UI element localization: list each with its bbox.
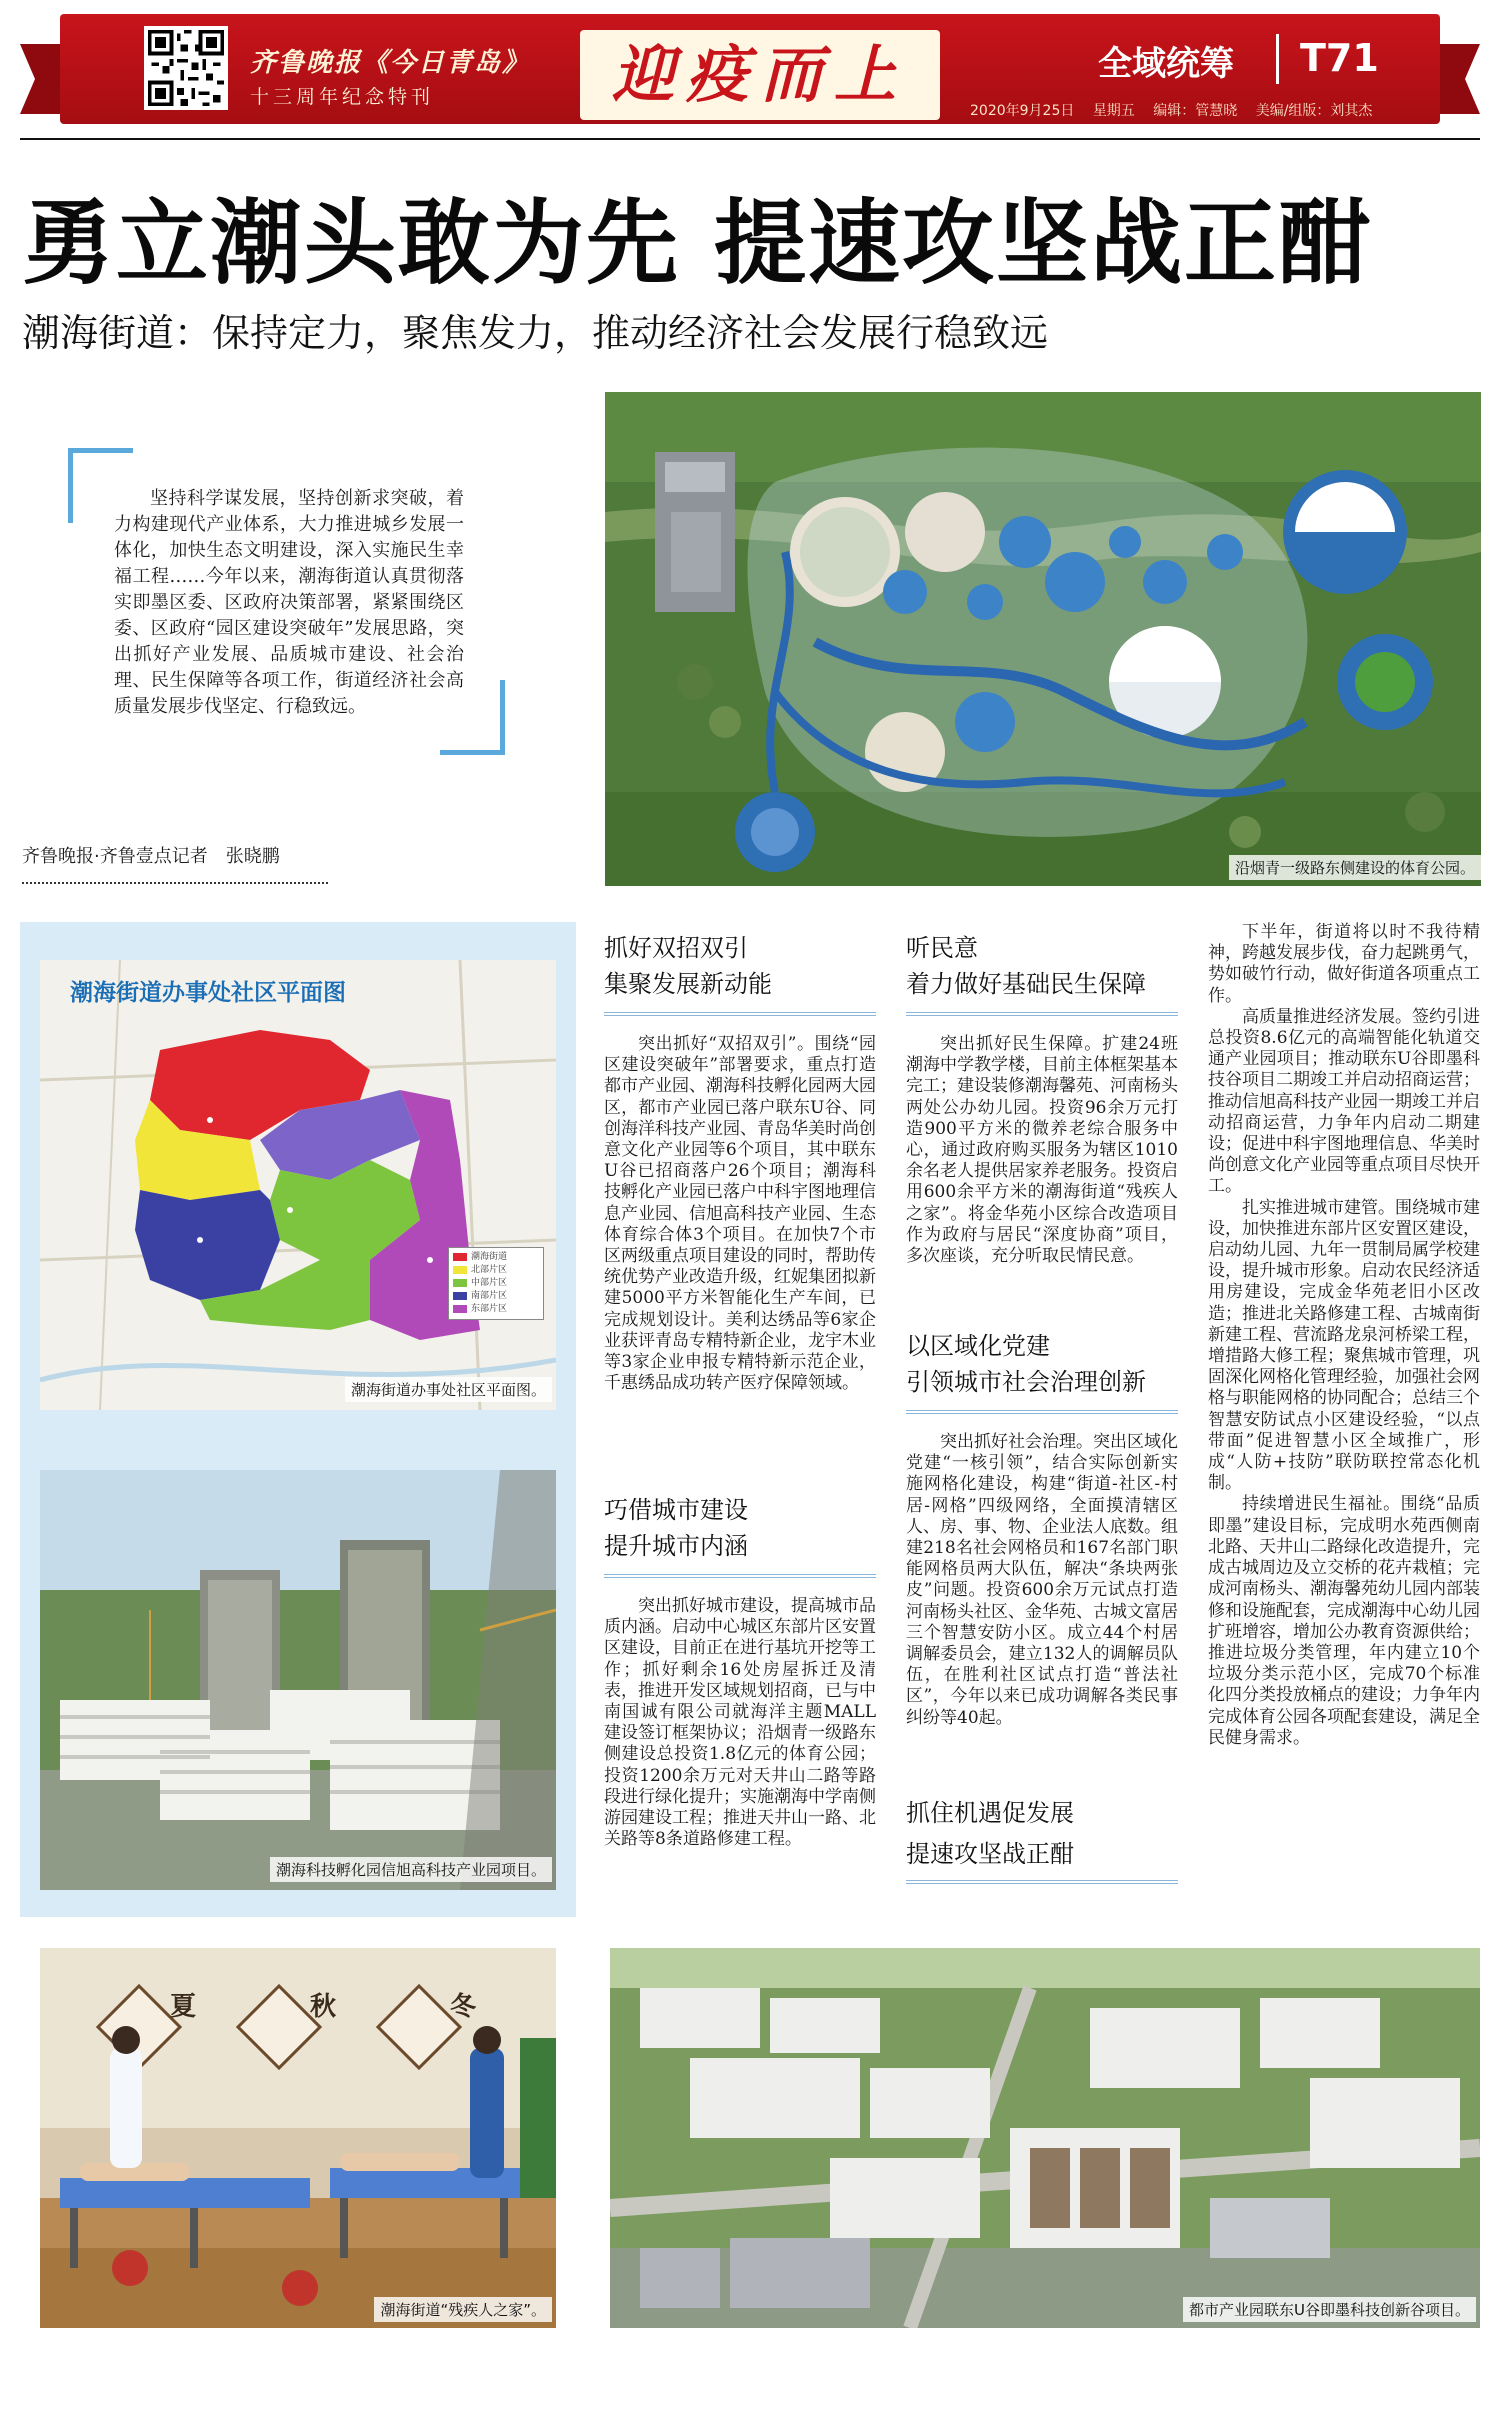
- legend-item: 潮海街道: [453, 1251, 539, 1264]
- qr-code-icon[interactable]: [144, 26, 228, 110]
- byline: 齐鲁晚报·齐鲁壹点记者 张晓鹏: [22, 846, 280, 867]
- legend-swatch: [453, 1253, 467, 1261]
- legend-item: 北部片区: [453, 1264, 539, 1277]
- legend-swatch: [453, 1292, 467, 1300]
- section-rule: [906, 1012, 1178, 1016]
- headline: 勇立潮头敢为先 提速攻坚战正酣: [22, 190, 1373, 297]
- dateline: [970, 100, 1386, 120]
- sign-autumn: 秋: [310, 1992, 337, 2022]
- col3-paragraph: 扎实推进城市建管。围绕城市建设，加快推进东部片区安置区建设，启动幼儿园、九年一贯制局属学校建设，提升城市形象。启动农民经济适用房建设，完成金华苑老旧小区改造；推进北关路修建工程、古城南街新建工程、营流路龙泉河桥梁工程，增措路大修工程；聚焦城市管理，巩固深化网格化管理经验，加强社会网格与职能网格的协同配合；总结三个智慧安防试点小区建设经验，“以点带面”促进智慧小区全域推广，形成“人防+技防”联防联控常态化机制。: [1208, 1197, 1480, 1494]
- header-rule: [20, 138, 1480, 140]
- map-legend: [448, 1247, 544, 1320]
- page-number: T71: [1300, 36, 1379, 80]
- col3-paragraph: 下半年，街道将以时不我待精神，跨越发展步伐，奋力起跳勇气，势如破竹行动，做好街道各项重点工作。: [1208, 922, 1480, 1006]
- section-name: 全域统筹: [1098, 44, 1234, 84]
- masthead-banner: [20, 14, 1480, 130]
- col1-paragraph-1: 突出抓好“双招双引”。围绕“园区建设突破年”部署要求，重点打造都市产业园、潮海科技孵化园两大园区，都市产业园已落户联东U谷、同创海洋科技产业园、青岛华美时尚创意文化产业园等6个项目，其中联东U谷已招商落户26个项目；潮海科技孵化产业园已落户中科宇图地理信息产业园、信旭高科技产业园、生态体育综合体3个项目。在加快7个市区两级重点项目建设的同时，帮助传统优势产业改造升级，红妮集团拟新建5000平方米智能化生产车间，已完成规划设计。美利达绣品等6家企业获评青岛专精特新企业，龙宇木业等3家企业申报专精特新示范企业，千惠绣品成功转产医疗保障领域。: [604, 1034, 876, 1394]
- science-park-photo: [40, 1470, 556, 1890]
- section-rule: [906, 1410, 1178, 1414]
- section-title: 提升城市内涵: [604, 1532, 748, 1560]
- section-rule: [604, 1012, 876, 1016]
- section-rule: [604, 1574, 876, 1578]
- industrial-park-photo: [610, 1948, 1480, 2328]
- sports-park-photo: [605, 392, 1481, 886]
- section-title: 着力做好基础民生保障: [906, 970, 1146, 998]
- industrial-park-caption: 都市产业园联东U谷即墨科技创新谷项目。: [1183, 2297, 1476, 2322]
- legend-item: 东部片区: [453, 1303, 539, 1316]
- calligraphy-title: 迎疫而上: [611, 38, 908, 111]
- map-caption: 潮海街道办事处社区平面图。: [345, 1377, 552, 1402]
- col1-paragraph-2: 突出抓好城市建设，提高城市品质内涵。启动中心城区东部片区安置区建设，目前正在进行基坑开挖等工作；抓好剩余16处房屋拆迁及清表，推进开发区域规划招商，已与中南国诚有限公司就海洋主题MALL建设签订框架协议；沿烟青一级路东侧建设总投资1.8亿元的体育公园；投资1200余万元对天井山二路等路段进行绿化提升；实施潮海中学南侧游园建设工程；推进天井山一路、北关路等8条道路修建工程。: [604, 1596, 876, 1850]
- section-title: 引领城市社会治理创新: [906, 1368, 1146, 1396]
- section-title: 以区域化党建: [906, 1332, 1050, 1360]
- paper-name: 齐鲁晚报《今日青岛》: [250, 48, 531, 78]
- disabled-care-photo: [40, 1948, 556, 2328]
- col3-paragraph: 持续增进民生福祉。围绕“品质即墨”建设目标，完成明水苑西侧南北路、天井山二路绿化改造提升，完成古城周边及立交桥的花卉栽植；完成河南杨头、潮海馨苑幼儿园内部装修和设施配套，完成潮海中心幼儿园扩班增容，增加公办教育资源供给；推进垃圾分类管理，年内建立10个垃圾分类示范小区，完成70个标准化四分类投放桶点的建设；力争年内完成体育公园各项配套建设，满足全民健身需求。: [1208, 1494, 1480, 1748]
- sign-summer: 夏: [170, 1992, 197, 2022]
- legend-swatch: [453, 1279, 467, 1287]
- col3-paragraph: 高质量推进经济发展。签约引进总投资8.6亿元的高端智能化轨道交通产业园项目；推动联东U谷即墨科技谷项目二期竣工并启动招商运营；推动信旭高科技产业园一期竣工并启动招商运营，力争年内启动二期建设；促进中科宇图地理信息、华美时尚创意文化产业园等重点项目尽快开工。: [1208, 1006, 1480, 1197]
- date: 2020年9月25日: [970, 103, 1075, 119]
- section-title: 抓好双招双引: [604, 934, 748, 962]
- legend-swatch: [453, 1266, 467, 1274]
- section-title: 巧借城市建设: [604, 1496, 748, 1524]
- lead-paragraph: 坚持科学谋发展，坚持创新求突破，着力构建现代产业体系，大力推进城乡发展一体化，加快生态文明建设，深入实施民生幸福工程……今年以来，潮海街道认真贯彻落实即墨区委、区政府决策部署，紧紧围绕区委、区政府“园区建设突破年”发展思路，突出抓好产业发展、品质城市建设、社会治理、民生保障等各项工作，街道经济社会高质量发展步伐坚定、行稳致远。: [114, 488, 464, 717]
- section-title: 集聚发展新动能: [604, 970, 772, 998]
- section-title: 抓住机遇促发展: [906, 1799, 1074, 1827]
- section-title: 提速攻坚战正酣: [906, 1840, 1074, 1868]
- weekday: 星期五: [1092, 103, 1135, 119]
- legend-item: 中部片区: [453, 1277, 539, 1290]
- section-rule: [906, 1880, 1178, 1884]
- editor: 编辑：管慧晓: [1153, 103, 1238, 119]
- sign-winter: 冬: [450, 1992, 477, 2022]
- col2-paragraph-1: 突出抓好民生保障。扩建24班潮海中学教学楼，目前主体框架基本完工；建设装修潮海馨苑、河南杨头两处公办幼儿园。投资96余万元打造900平方米的微养老综合服务中心，通过政府购买服务为辖区1010余名老人提供居家养老服务。投资启用600余平方米的潮海街道“残疾人之家”。将金华苑小区综合改造项目作为政府与居民“深度协商”项目，多次座谈，充分听取民情民意。: [906, 1034, 1178, 1267]
- col2-paragraph-2: 突出抓好社会治理。突出区域化党建“一核引领”，结合实际创新实施网格化建设，构建“街道-社区-村居-网格”四级网络，全面摸清辖区人、房、事、物、企业法人底数。组建218名社会网格员和167名部门职能网格员两大队伍，解决“条块两张皮”问题。投资600余万元试点打造河南杨头社区、金华苑、古城文富居三个智慧安防小区。成立44个村居调解委员会，建立132人的调解员队伍，在胜利社区试点打造“普法社区”，今年以来已成功调解各类民事纠纷等40起。: [906, 1432, 1178, 1728]
- col3-text: [1208, 922, 1480, 1749]
- disabled-care-caption: 潮海街道“残疾人之家”。: [374, 2297, 552, 2322]
- sports-park-caption: 沿烟青一级路东侧建设的体育公园。: [1229, 855, 1481, 880]
- anniversary-label: 十三周年纪念特刊: [250, 86, 435, 108]
- byline-rule: [22, 882, 328, 884]
- map-title: 潮海街道办事处社区平面图: [70, 980, 346, 1006]
- subheadline: 潮海街道：保持定力，聚焦发力，推动经济社会发展行稳致远: [22, 311, 1049, 355]
- community-map: [40, 960, 556, 1410]
- legend-item: 南部片区: [453, 1290, 539, 1303]
- divider: [1276, 34, 1279, 84]
- designer: 美编/组版：刘其杰: [1255, 103, 1373, 119]
- legend-swatch: [453, 1305, 467, 1313]
- science-park-caption: 潮海科技孵化园信旭高科技产业园项目。: [270, 1857, 552, 1882]
- section-title: 听民意: [906, 934, 978, 962]
- calligraphy-title-plate: [580, 30, 940, 120]
